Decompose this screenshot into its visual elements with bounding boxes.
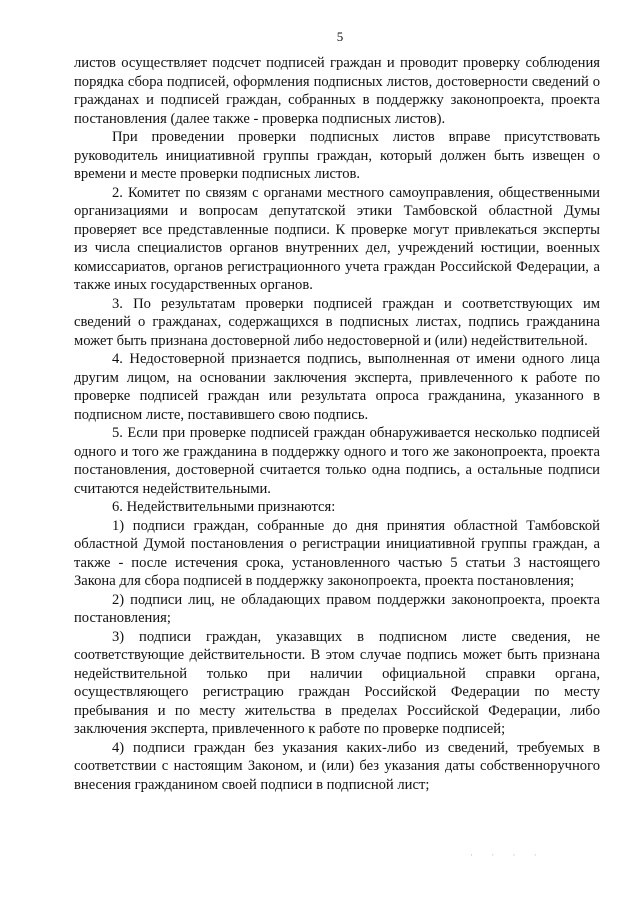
paragraph-2-committee-check: 2. Комитет по связям с органами местного самоуправления, общественными организациями и вопросам депутатской этики Тамбовской областной Думы проверяет все представленные подписи. К проверке могут привлекаться эксперты из числа специалистов органов внутренних дел, учреждений юстиции, военных комиссариатов, органов регистрационного учета граждан Российской Федерации, а также иных государственных органов. [74,184,600,293]
paragraph-continuation: листов осуществляет подсчет подписей граждан и проводит проверку соблюдения порядка сбора подписей, оформления подписных листов, достоверности сведений о гражданах и подписей граждан, собранных в поддержку законопроекта, проекта постановления (далее также - проверка подписных листов). [74,55,600,127]
scan-noise-marks: · · · · [470,850,545,860]
paragraph-4-invalid-signature: 4. Недостоверной признается подпись, выполненная от имени одного лица другим лицом, на основании заключения эксперта, привлеченного к работе по проверке подписей граждан или результата опроса гражданина, указанного в подписном листе, поставившего свою подпись. [74,351,600,423]
paragraph-group-leader-presence: При проведении проверки подписных листов вправе присутствовать руководитель инициативной группы граждан, который должен быть извещен о времени и месте проверки подписных листов. [74,129,600,182]
page-number: 5 [336,29,344,44]
document-body [74,54,600,794]
paragraph-3-check-results: 3. По результатам проверки подписей граждан и соответствующих им сведений о гражданах, содержащихся в подписных листах, подпись гражданина может быть признана достоверной либо недостоверной и (или) недействительной. [74,295,600,349]
paragraph-6-heading: 6. Недействительными признаются: [112,499,336,515]
list-item-1: 1) подписи граждан, собранные до дня принятия областной Тамбовской областной Думой постановления о регистрации инициативной группы граждан, а также - после истечения срока, установленного частью 5 статьи 3 настоящего Закона для сбора подписей в поддержку законопроекта, проекта постановления; [74,517,600,589]
paragraph-5-duplicate-signatures: 5. Если при проверке подписей граждан обнаруживается несколько подписей одного и того же гражданина в поддержку одного и того же законопроекта, проекта постановления, достоверной считается только одна подпись, а остальные подписи считаются недействительными. [74,425,600,497]
list-item-3: 3) подписи граждан, указавщих в подписном листе сведения, не соответствующие действительности. В этом случае подпись может быть признана недействительной только при наличии официальной справки органа, осуществляющего регистрацию граждан Российской Федерации по месту пребывания и по месту жительства в пределах Российской Федерации, либо заключения эксперта, привлеченного к работе по проверке подписей; [74,628,600,737]
list-item-4: 4) подписи граждан без указания каких-либо из сведений, требуемых в соответствии с настоящим Законом, и (или) без указания даты собственноручного внесения гражданином своей подписи в подписной лист; [74,739,600,793]
list-item-2: 2) подписи лиц, не обладающих правом поддержки законопроекта, проекта постановления; [74,591,600,626]
